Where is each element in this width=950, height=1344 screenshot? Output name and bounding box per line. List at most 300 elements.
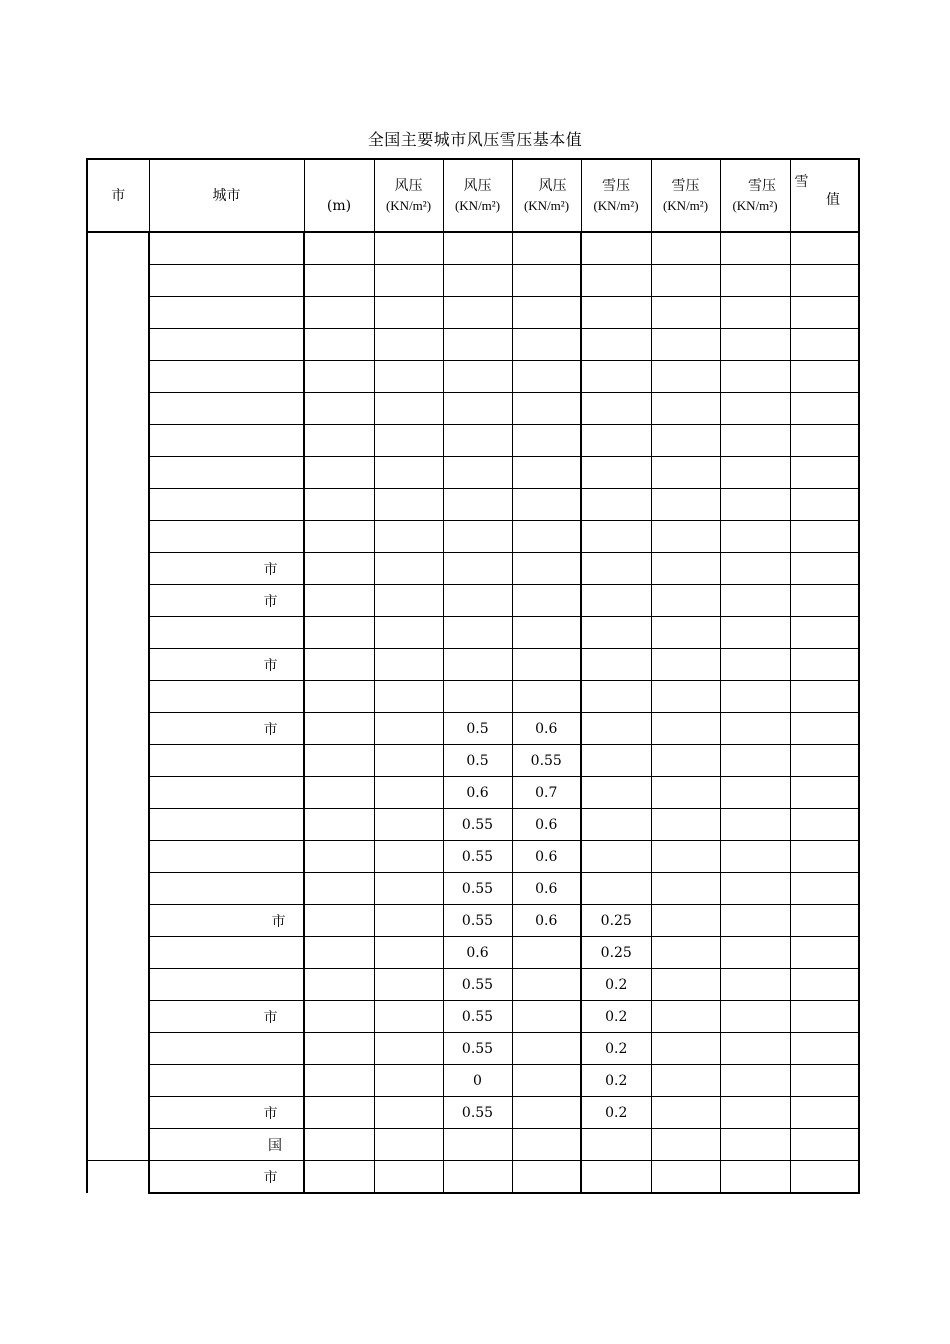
- wind-3-value: 0.7: [535, 784, 558, 801]
- snow-value-cell: [790, 1001, 859, 1033]
- altitude-cell: [304, 1161, 374, 1194]
- wind-2-cell: [443, 393, 512, 425]
- province-cell: [87, 905, 149, 937]
- wind-3-cell: [512, 617, 581, 649]
- city-cell: [149, 489, 304, 521]
- wind-3-cell: [512, 297, 581, 329]
- city-name: 市: [263, 561, 278, 578]
- altitude-cell: [304, 905, 374, 937]
- header-wind-3-label: 风压: [538, 177, 567, 194]
- province-cell: [87, 585, 149, 617]
- wind-1-cell: [374, 361, 443, 393]
- snow-value-cell: [790, 553, 859, 585]
- snow-3-cell: [720, 905, 790, 937]
- snow-1-cell: [581, 1001, 651, 1033]
- snow-2-cell: [651, 713, 720, 745]
- city-cell: [149, 521, 304, 553]
- altitude-cell: [304, 937, 374, 969]
- snow-3-cell: [720, 1161, 790, 1194]
- wind-3-cell: [512, 649, 581, 681]
- snow-1-cell: [581, 521, 651, 553]
- snow-3-cell: [720, 873, 790, 905]
- city-cell: [149, 329, 304, 361]
- snow-3-cell: [720, 361, 790, 393]
- altitude-cell: [304, 457, 374, 489]
- city-cell: [149, 1001, 304, 1033]
- snow-2-cell: [651, 873, 720, 905]
- snow-value-cell: [790, 905, 859, 937]
- header-province: 市: [87, 159, 149, 232]
- city-name: 市: [263, 593, 278, 610]
- wind-3-cell: [512, 361, 581, 393]
- wind-3-cell: [512, 1129, 581, 1161]
- province-cell: [87, 1033, 149, 1065]
- table-row: [87, 1097, 859, 1129]
- city-cell: [149, 1065, 304, 1097]
- snow-1-value: 0.2: [605, 1104, 628, 1121]
- wind-1-cell: [374, 393, 443, 425]
- table-row: [87, 841, 859, 873]
- snow-3-cell: [720, 265, 790, 297]
- city-name: 国: [268, 1137, 282, 1154]
- province-cell: [87, 393, 149, 425]
- table-row: [87, 937, 859, 969]
- city-cell: [149, 809, 304, 841]
- header-snow-value: [790, 159, 859, 232]
- snow-value-cell: [790, 521, 859, 553]
- wind-2-value: 0.55: [461, 1008, 494, 1025]
- province-cell: [87, 809, 149, 841]
- snow-value-cell: [790, 873, 859, 905]
- wind-3-cell: [512, 809, 581, 841]
- snow-1-cell: [581, 329, 651, 361]
- snow-1-value: 0.2: [605, 1008, 628, 1025]
- snow-value-cell: [790, 232, 859, 265]
- wind-2-value: 0.55: [461, 1104, 494, 1121]
- header-snow-3-label: 雪压: [748, 177, 776, 194]
- city-name: 市: [263, 657, 278, 674]
- province-cell: [87, 1065, 149, 1097]
- snow-3-cell: [720, 1065, 790, 1097]
- wind-1-cell: [374, 521, 443, 553]
- city-cell: [149, 232, 304, 265]
- snow-1-cell: [581, 649, 651, 681]
- wind-1-cell: [374, 585, 443, 617]
- wind-3-cell: [512, 681, 581, 713]
- wind-3-value: 0.6: [535, 912, 558, 929]
- snow-value-cell: [790, 841, 859, 873]
- snow-value-cell: [790, 585, 859, 617]
- header-city: 城市: [149, 159, 304, 232]
- altitude-cell: [304, 553, 374, 585]
- snow-3-cell: [720, 937, 790, 969]
- header-wind-1: [374, 159, 443, 232]
- snow-3-cell: [720, 809, 790, 841]
- city-cell: [149, 297, 304, 329]
- snow-2-cell: [651, 681, 720, 713]
- altitude-cell: [304, 745, 374, 777]
- wind-3-value: 0.6: [535, 816, 558, 833]
- table-row: [87, 713, 859, 745]
- wind-2-cell: [443, 521, 512, 553]
- snow-2-cell: [651, 1001, 720, 1033]
- header-row: [87, 159, 859, 232]
- wind-2-cell: [443, 617, 512, 649]
- province-cell: [87, 1129, 149, 1161]
- snow-1-cell: [581, 873, 651, 905]
- snow-1-cell: [581, 393, 651, 425]
- snow-value-cell: [790, 649, 859, 681]
- table-row: [87, 361, 859, 393]
- province-cell: [87, 745, 149, 777]
- snow-value-cell: [790, 713, 859, 745]
- province-cell: [87, 553, 149, 585]
- snow-2-cell: [651, 585, 720, 617]
- snow-3-cell: [720, 1001, 790, 1033]
- province-cell: [87, 649, 149, 681]
- wind-1-cell: [374, 713, 443, 745]
- altitude-cell: [304, 297, 374, 329]
- city-cell: [149, 1161, 304, 1194]
- province-cell: [87, 297, 149, 329]
- wind-2-cell: [443, 265, 512, 297]
- city-cell: [149, 457, 304, 489]
- altitude-cell: [304, 969, 374, 1001]
- wind-3-cell: [512, 585, 581, 617]
- snow-3-cell: [720, 393, 790, 425]
- wind-3-cell: [512, 1001, 581, 1033]
- table-row: [87, 1001, 859, 1033]
- table-row: [87, 649, 859, 681]
- altitude-cell: [304, 489, 374, 521]
- snow-2-cell: [651, 521, 720, 553]
- city-cell: [149, 681, 304, 713]
- wind-1-cell: [374, 1065, 443, 1097]
- wind-3-cell: [512, 232, 581, 265]
- wind-2-cell: [443, 585, 512, 617]
- snow-1-cell: [581, 425, 651, 457]
- wind-2-value: 0.6: [466, 784, 489, 801]
- wind-3-cell: [512, 265, 581, 297]
- wind-2-cell: [443, 777, 512, 809]
- header-snow-value-top: 雪: [794, 174, 809, 190]
- table-row: [87, 617, 859, 649]
- wind-3-cell: [512, 937, 581, 969]
- wind-2-value: 0.55: [461, 1040, 494, 1057]
- snow-value-cell: [790, 393, 859, 425]
- province-cell: [87, 425, 149, 457]
- header-snow-value-bottom: 值: [826, 192, 840, 208]
- city-cell: [149, 873, 304, 905]
- city-cell: [149, 265, 304, 297]
- province-cell: [87, 841, 149, 873]
- snow-value-cell: [790, 1033, 859, 1065]
- snow-2-cell: [651, 617, 720, 649]
- snow-2-cell: [651, 361, 720, 393]
- snow-1-cell: [581, 1161, 651, 1194]
- city-cell: [149, 745, 304, 777]
- wind-snow-pressure-table: [86, 158, 860, 1194]
- header-wind-2-unit: (KN/m²): [454, 197, 501, 213]
- header-snow-1-label: 雪压: [602, 177, 630, 194]
- table-row: [87, 425, 859, 457]
- province-cell: [87, 329, 149, 361]
- altitude-cell: [304, 681, 374, 713]
- wind-3-cell: [512, 777, 581, 809]
- altitude-cell: [304, 777, 374, 809]
- wind-3-cell: [512, 1161, 581, 1194]
- altitude-cell: [304, 521, 374, 553]
- wind-2-cell: [443, 1161, 512, 1194]
- snow-3-cell: [720, 232, 790, 265]
- wind-3-cell: [512, 1065, 581, 1097]
- snow-1-cell: [581, 489, 651, 521]
- snow-2-cell: [651, 232, 720, 265]
- table-row: [87, 969, 859, 1001]
- city-cell: [149, 361, 304, 393]
- snow-1-value: 0.25: [600, 912, 632, 929]
- city-cell: [149, 649, 304, 681]
- header-wind-1-label: 风压: [394, 177, 423, 194]
- wind-1-cell: [374, 681, 443, 713]
- snow-1-cell: [581, 745, 651, 777]
- wind-2-cell: [443, 1033, 512, 1065]
- table-row: [87, 905, 859, 937]
- snow-value-cell: [790, 969, 859, 1001]
- city-cell: [149, 777, 304, 809]
- wind-2-cell: [443, 425, 512, 457]
- province-cell: [87, 1161, 149, 1194]
- snow-3-cell: [720, 681, 790, 713]
- wind-2-cell: [443, 649, 512, 681]
- wind-3-cell: [512, 905, 581, 937]
- wind-2-value: 0.5: [466, 720, 489, 737]
- snow-value-cell: [790, 265, 859, 297]
- wind-2-value: 0.55: [461, 912, 494, 929]
- snow-1-cell: [581, 297, 651, 329]
- wind-1-cell: [374, 809, 443, 841]
- snow-value-cell: [790, 1129, 859, 1161]
- table-row: [87, 297, 859, 329]
- wind-2-cell: [443, 873, 512, 905]
- wind-3-cell: [512, 521, 581, 553]
- snow-value-cell: [790, 617, 859, 649]
- city-cell: [149, 617, 304, 649]
- snow-2-cell: [651, 1161, 720, 1194]
- city-name: 市: [271, 913, 286, 930]
- wind-2-cell: [443, 1001, 512, 1033]
- snow-1-value: 0.2: [605, 1072, 628, 1089]
- altitude-cell: [304, 1097, 374, 1129]
- table-row: [87, 681, 859, 713]
- snow-1-cell: [581, 681, 651, 713]
- province-cell: [87, 969, 149, 1001]
- wind-3-cell: [512, 841, 581, 873]
- snow-2-cell: [651, 457, 720, 489]
- wind-2-cell: [443, 553, 512, 585]
- wind-2-cell: [443, 713, 512, 745]
- snow-value-cell: [790, 809, 859, 841]
- snow-2-cell: [651, 265, 720, 297]
- wind-2-cell: [443, 969, 512, 1001]
- wind-3-cell: [512, 1097, 581, 1129]
- snow-value-cell: [790, 681, 859, 713]
- snow-value-cell: [790, 297, 859, 329]
- table-row: [87, 489, 859, 521]
- province-cell: [87, 265, 149, 297]
- table-row: [87, 457, 859, 489]
- table-row: [87, 329, 859, 361]
- table-row: [87, 1033, 859, 1065]
- city-name: 市: [263, 1009, 278, 1026]
- snow-2-cell: [651, 1097, 720, 1129]
- altitude-cell: [304, 617, 374, 649]
- province-cell: [87, 777, 149, 809]
- city-name: 市: [263, 1105, 278, 1122]
- snow-value-cell: [790, 937, 859, 969]
- altitude-cell: [304, 1129, 374, 1161]
- header-wind-2-label: 风压: [463, 177, 492, 194]
- header-wind-2: [443, 159, 512, 232]
- snow-3-cell: [720, 1097, 790, 1129]
- altitude-cell: [304, 1065, 374, 1097]
- province-cell: [87, 681, 149, 713]
- wind-2-cell: [443, 841, 512, 873]
- snow-value-cell: [790, 361, 859, 393]
- city-cell: [149, 1129, 304, 1161]
- altitude-cell: [304, 393, 374, 425]
- header-snow-3: [720, 159, 790, 232]
- altitude-cell: [304, 809, 374, 841]
- wind-1-cell: [374, 265, 443, 297]
- snow-1-cell: [581, 585, 651, 617]
- page-title: 全国主要城市风压雪压基本值: [367, 130, 583, 149]
- snow-1-cell: [581, 265, 651, 297]
- wind-2-value: 0: [473, 1072, 482, 1089]
- snow-1-cell: [581, 553, 651, 585]
- snow-value-cell: [790, 489, 859, 521]
- header-snow-2-label: 雪压: [671, 177, 700, 194]
- header-snow-3-unit: (KN/m²): [732, 197, 778, 213]
- header-wind-1-unit: (KN/m²): [385, 197, 432, 213]
- snow-3-cell: [720, 425, 790, 457]
- header-snow-2-unit: (KN/m²): [662, 197, 709, 213]
- table-row: [87, 809, 859, 841]
- snow-1-cell: [581, 1065, 651, 1097]
- snow-1-cell: [581, 232, 651, 265]
- wind-1-cell: [374, 489, 443, 521]
- altitude-cell: [304, 265, 374, 297]
- altitude-cell: [304, 649, 374, 681]
- altitude-cell: [304, 329, 374, 361]
- wind-1-cell: [374, 1161, 443, 1194]
- snow-2-cell: [651, 1129, 720, 1161]
- altitude-cell: [304, 1033, 374, 1065]
- wind-3-value: 0.6: [535, 880, 558, 897]
- province-cell: [87, 1097, 149, 1129]
- header-wind-3-unit: (KN/m²): [523, 197, 570, 213]
- city-cell: [149, 713, 304, 745]
- wind-3-value: 0.6: [535, 720, 558, 737]
- snow-3-cell: [720, 969, 790, 1001]
- province-cell: [87, 937, 149, 969]
- wind-2-cell: [443, 1065, 512, 1097]
- wind-2-cell: [443, 361, 512, 393]
- snow-value-cell: [790, 329, 859, 361]
- wind-2-cell: [443, 297, 512, 329]
- snow-2-cell: [651, 841, 720, 873]
- snow-3-cell: [720, 521, 790, 553]
- table-row: [87, 1065, 859, 1097]
- city-cell: [149, 841, 304, 873]
- snow-value-cell: [790, 1097, 859, 1129]
- city-cell: [149, 1097, 304, 1129]
- province-cell: [87, 1001, 149, 1033]
- snow-value-cell: [790, 457, 859, 489]
- snow-3-cell: [720, 489, 790, 521]
- snow-3-cell: [720, 617, 790, 649]
- snow-2-cell: [651, 649, 720, 681]
- snow-3-cell: [720, 585, 790, 617]
- table-row: [87, 393, 859, 425]
- altitude-cell: [304, 1001, 374, 1033]
- wind-3-cell: [512, 489, 581, 521]
- city-cell: [149, 969, 304, 1001]
- wind-3-value: 0.6: [535, 848, 558, 865]
- snow-value-cell: [790, 745, 859, 777]
- header-snow-1: [581, 159, 651, 232]
- city-cell: [149, 937, 304, 969]
- wind-1-cell: [374, 1033, 443, 1065]
- wind-2-value: 0.55: [461, 848, 494, 865]
- snow-3-cell: [720, 457, 790, 489]
- wind-1-cell: [374, 1129, 443, 1161]
- table-row: [87, 585, 859, 617]
- wind-2-value: 0.55: [461, 976, 494, 993]
- wind-3-cell: [512, 393, 581, 425]
- wind-3-cell: [512, 745, 581, 777]
- snow-1-value: 0.25: [600, 944, 632, 961]
- altitude-cell: [304, 585, 374, 617]
- wind-1-cell: [374, 297, 443, 329]
- city-cell: [149, 1033, 304, 1065]
- wind-3-cell: [512, 329, 581, 361]
- wind-2-cell: [443, 905, 512, 937]
- header-wind-3: [512, 159, 581, 232]
- snow-1-cell: [581, 809, 651, 841]
- snow-1-cell: [581, 1033, 651, 1065]
- table-row: [87, 265, 859, 297]
- wind-3-value: 0.55: [530, 752, 562, 769]
- snow-1-cell: [581, 457, 651, 489]
- header-altitude-unit: (m): [326, 197, 352, 214]
- snow-2-cell: [651, 1065, 720, 1097]
- snow-3-cell: [720, 841, 790, 873]
- city-name: 市: [263, 1169, 278, 1186]
- snow-2-cell: [651, 489, 720, 521]
- snow-1-cell: [581, 937, 651, 969]
- table-row: [87, 1129, 859, 1161]
- snow-3-cell: [720, 649, 790, 681]
- wind-3-cell: [512, 969, 581, 1001]
- table-row: [87, 553, 859, 585]
- wind-1-cell: [374, 745, 443, 777]
- altitude-cell: [304, 873, 374, 905]
- snow-2-cell: [651, 809, 720, 841]
- snow-1-cell: [581, 361, 651, 393]
- wind-2-cell: [443, 1097, 512, 1129]
- wind-3-cell: [512, 425, 581, 457]
